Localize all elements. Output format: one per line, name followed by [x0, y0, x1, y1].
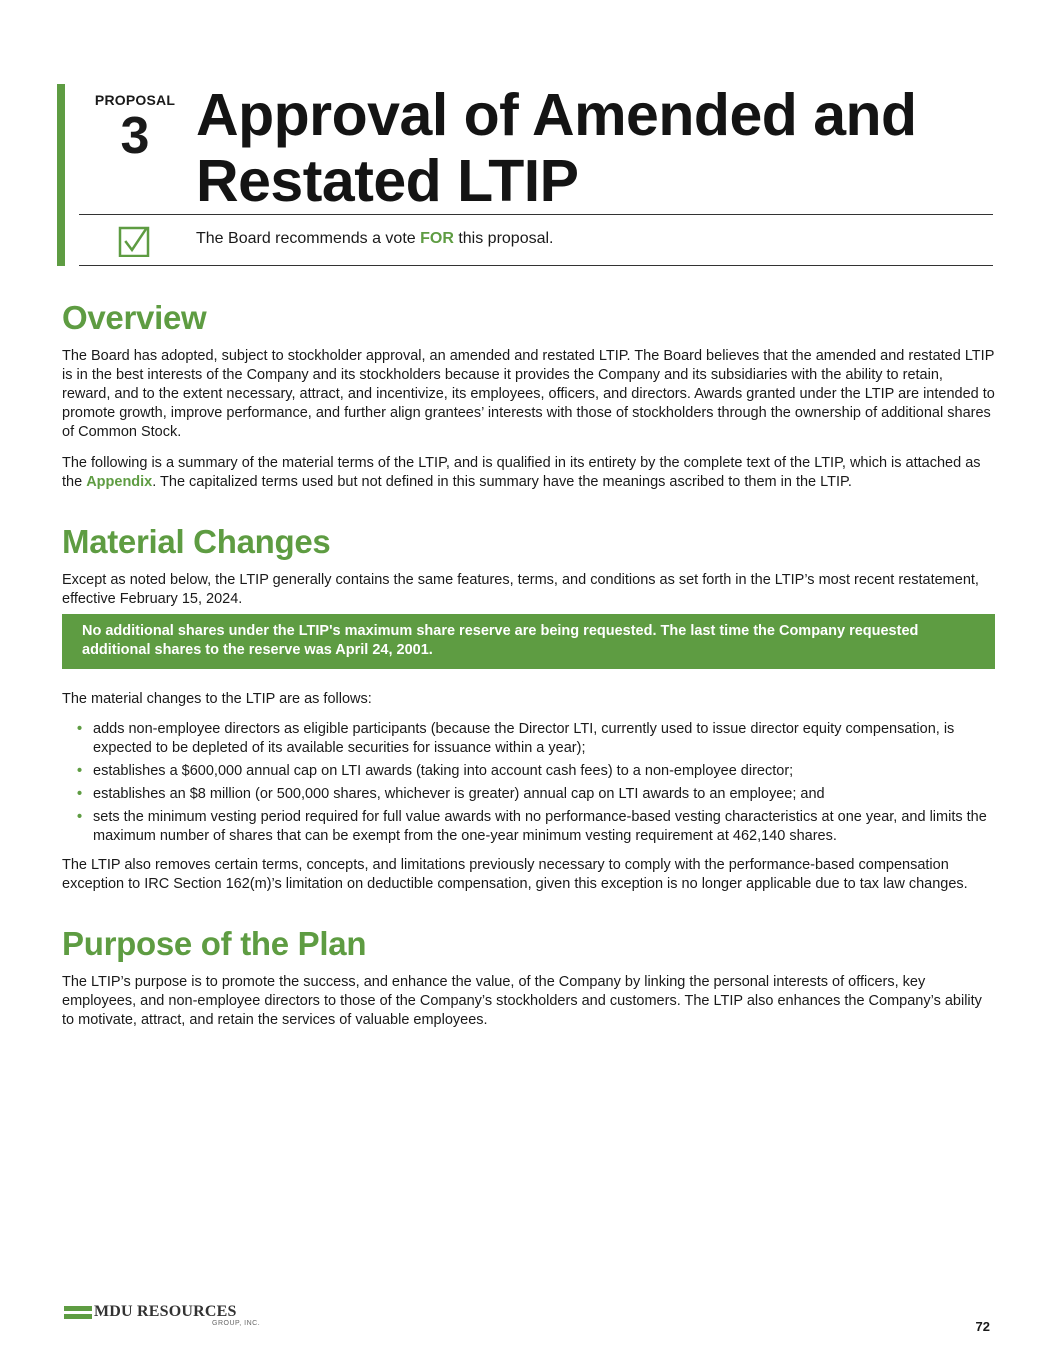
divider-top — [79, 214, 993, 215]
appendix-link[interactable]: Appendix — [86, 474, 153, 490]
accent-bar — [57, 84, 65, 266]
overview-p2-before: The following is a summary of the material terms of the LTIP, and is qualified in its entirety by the complete text of the LTIP, which is attached as the — [62, 455, 981, 490]
recommend-prefix: The Board recommends a vote — [196, 230, 421, 247]
bullet-icon: • — [77, 721, 83, 737]
overview-p2-after: . The capitalized terms used but not defined in this summary have the meanings ascribed to them in the LTIP. — [152, 474, 852, 490]
checkbox-icon — [118, 225, 150, 257]
list-item-text: establishes a $600,000 annual cap on LTI awards (taking into account cash fees) to a non-employee director; — [93, 763, 794, 779]
overview-paragraph-1: The Board has adopted, subject to stockholder approval, an amended and restated LTIP. The Board believes that the amended and restated LTIP is in the best interests of the Company and its stockholders because it provides the Company and its subsidiaries with the ability to retain, reward, and to the extent necessary, attract, and incentivize, its employees, officers, and directors. Awards granted under the LTIP are intended to promote growth, improve performance, and further align grantees’ interests with those of stockholders through the ownership of additional shares of Common Stock. — [62, 348, 995, 440]
logo-name: MDU RESOURCES — [94, 1303, 237, 1320]
list-item-text: adds non-employee directors as eligible participants (because the Director LTI, currently used to issue director equity compensation, is expected to be depleted of its available securities for issuance within a year); — [93, 721, 955, 756]
share-reserve-callout: No additional shares under the LTIP's maximum share reserve are being requested. The last time the Company requested additional shares to the reserve was April 24, 2001. — [62, 614, 995, 669]
company-logo — [64, 1303, 264, 1333]
material-changes-closing: The LTIP also removes certain terms, concepts, and limitations previously necessary to comply with the performance-based compensation exception to IRC Section 162(m)’s limitation on deductible compensation, given this exception is no longer applicable due to tax law changes. — [62, 857, 968, 892]
purpose-heading: Purpose of the Plan — [62, 925, 367, 962]
material-changes-heading: Material Changes — [62, 523, 331, 560]
logo-mark-icon — [64, 1306, 92, 1319]
bullet-icon: • — [77, 809, 83, 825]
overview-paragraph-2 — [62, 454, 995, 492]
list-item — [62, 785, 995, 804]
material-changes-list — [62, 720, 995, 846]
purpose-paragraph: The LTIP’s purpose is to promote the success, and enhance the value, of the Company by linking the personal interests of officers, key employees, and non-employee directors to those of the Company’s stockholders and customers. The LTIP also enhances the Company’s ability to motivate, attract, and retain the services of valuable employees. — [62, 974, 982, 1028]
page-number: 72 — [975, 1319, 990, 1334]
overview-heading: Overview — [62, 299, 207, 336]
bullet-icon: • — [77, 763, 83, 779]
list-item-text: establishes an $8 million (or 500,000 shares, whichever is greater) annual cap on LTI awards to an employee; and — [93, 786, 825, 802]
recommend-suffix: this proposal. — [453, 230, 554, 247]
list-item — [62, 808, 995, 846]
proposal-label: PROPOSAL — [94, 92, 176, 108]
list-item — [62, 762, 995, 781]
page-title: Approval of Amended and Restated LTIP — [196, 82, 917, 214]
material-changes-list-intro: The material changes to the LTIP are as follows: — [62, 691, 372, 707]
logo-subtitle: GROUP, INC. — [212, 1320, 261, 1327]
divider-bottom — [79, 265, 993, 266]
list-item-text: sets the minimum vesting period required for full value awards with no performance-based vesting characteristics at one year, and limits the maximum number of shares that can be exempt from the one-year minimum vesting requirement at 462,140 shares. — [93, 809, 987, 844]
list-item — [62, 720, 995, 758]
material-changes-intro: Except as noted below, the LTIP generally contains the same features, terms, and conditions as set forth in the LTIP’s most recent restatement, effective February 15, 2024. — [62, 572, 979, 607]
board-recommendation — [196, 230, 554, 248]
recommend-vote: FOR — [420, 230, 454, 247]
bullet-icon: • — [77, 786, 83, 802]
proposal-number: 3 — [120, 107, 150, 165]
main-content — [62, 298, 995, 1042]
